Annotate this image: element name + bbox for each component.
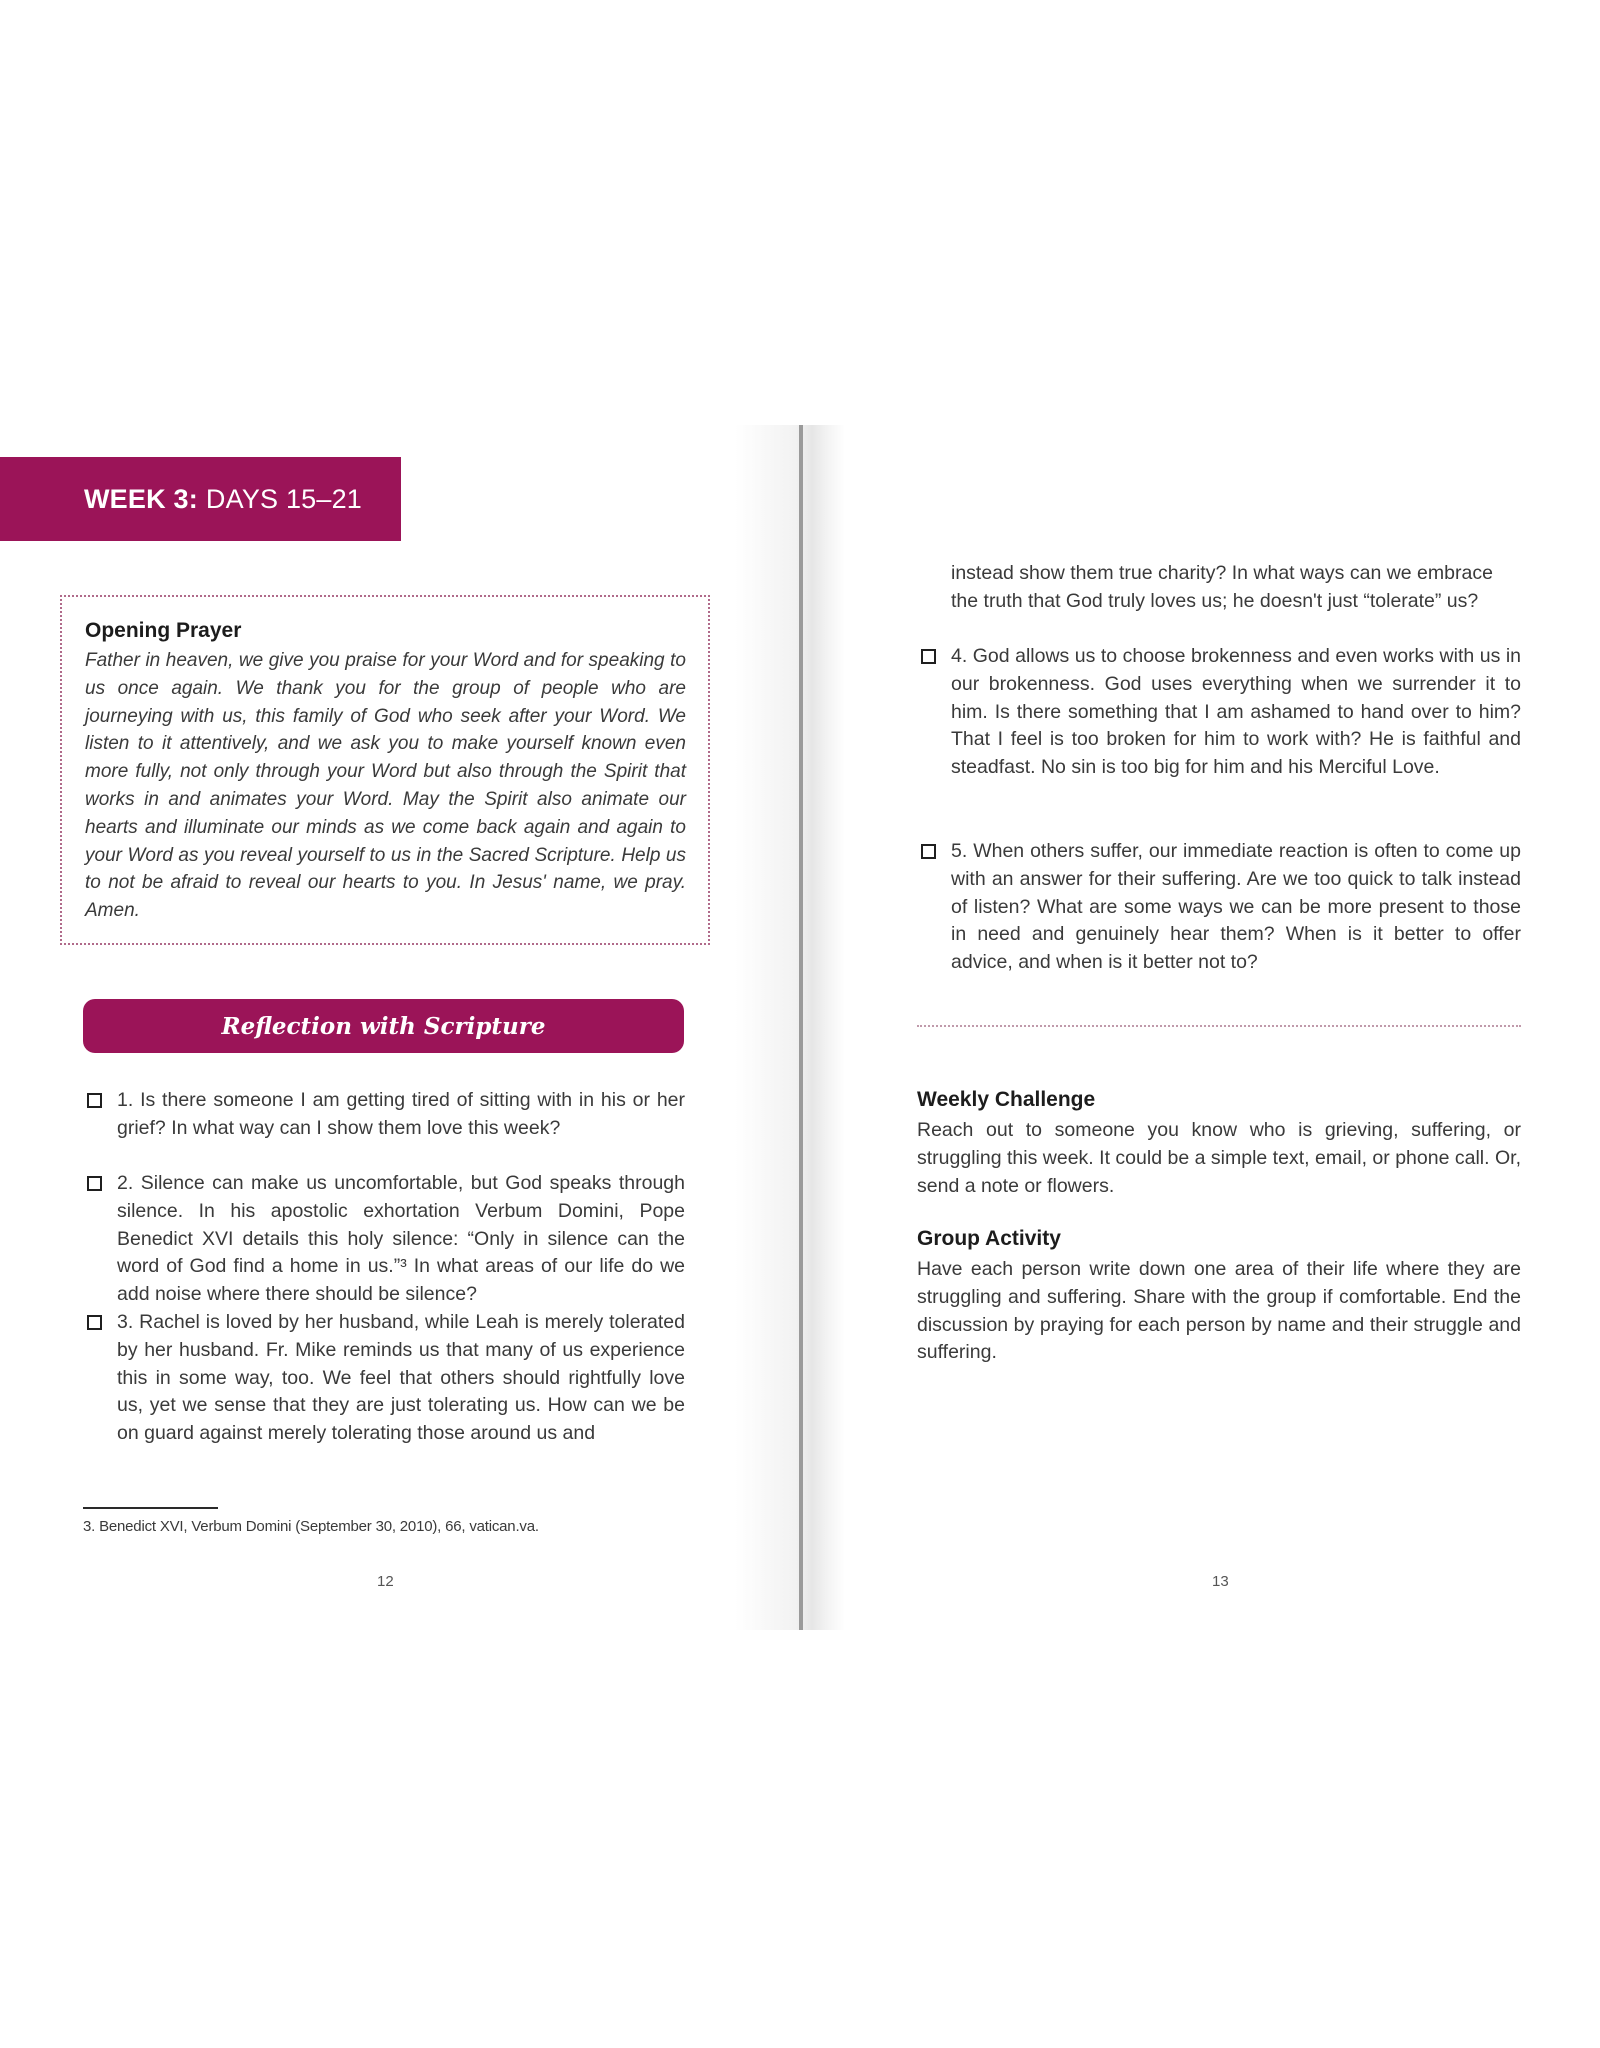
checkbox-icon[interactable] <box>87 1315 102 1330</box>
page-number-left: 12 <box>377 1573 394 1590</box>
checkbox-icon[interactable] <box>87 1093 102 1108</box>
week-banner-days: DAYS 15–21 <box>205 483 363 514</box>
week-banner <box>0 457 401 541</box>
opening-prayer-title: Opening Prayer <box>85 619 242 642</box>
opening-prayer-box <box>60 595 710 945</box>
group-activity-text: Have each person write down one area of their life where they are struggling and suffering. Share with the group if comfortable. End the discussion by praying for each person by name and their struggle and suffering. <box>917 1258 1521 1364</box>
page-gutter <box>735 425 845 1630</box>
question-item <box>921 643 1521 782</box>
footnote-rule <box>83 1507 218 1509</box>
weekly-challenge-title: Weekly Challenge <box>917 1088 1096 1111</box>
footnote: 3. Benedict XVI, Verbum Domini (September 30, 2010), 66, vatican.va. <box>83 1518 539 1535</box>
question-item <box>87 1170 685 1309</box>
gutter-fold-line <box>799 425 803 1630</box>
question-text: 2. Silence can make us uncomfortable, but God speaks through silence. In his apostolic exhortation Verbum Domini, Pope Benedict XVI details this holy silence: “Only in silence can the word of God find a home in us.”³ In what areas of our life do we add noise where there should be silence? <box>117 1172 685 1306</box>
question-text: 3. Rachel is loved by her husband, while Leah is merely tolerated by her husband. Fr. Mike reminds us that many of us experience this in some way, too. We feel that others should rightfully love us, yet we sense that they are just tolerating us. How can we be on guard against merely tolerating those around us and <box>117 1311 685 1445</box>
question-text: 1. Is there someone I am getting tired of sitting with in his or her grief? In what way can I show them love this week? <box>117 1089 685 1139</box>
checkbox-icon[interactable] <box>87 1176 102 1191</box>
section-divider <box>917 1025 1521 1027</box>
opening-prayer-text: Father in heaven, we give you praise for your Word and for speaking to us once again. We thank you for the group of people who are journeying with us, this family of God who seek after your Word. We listen to it attentively, and we ask you to make yourself known even more fully, not only through your Word but also through the Spirit that works in and animates your Word. May the Spirit also animate our hearts and illuminate our minds as we come back again and again to your Word as you reveal yourself to us in the Sacred Scripture. Help us to not be afraid to reveal our hearts to you. In Jesus' name, we pray. Amen. <box>85 650 686 922</box>
week-banner-label: WEEK 3: <box>84 483 198 514</box>
question-item <box>87 1309 685 1448</box>
question-continuation: instead show them true charity? In what ways can we embrace the truth that God truly loves us; he doesn't just “tolerate” us? <box>951 562 1493 612</box>
question-text: 5. When others suffer, our immediate reaction is often to come up with an answer for their suffering. Are we too quick to talk instead of listen? What are some ways we can be more present to those in need and genuinely hear them? When is it better to offer advice, and when is it better not to? <box>951 840 1521 974</box>
group-activity-title: Group Activity <box>917 1227 1061 1250</box>
weekly-challenge-text: Reach out to someone you know who is grieving, suffering, or struggling this week. It could be a simple text, email, or phone call. Or, send a note or flowers. <box>917 1119 1521 1197</box>
question-text: 4. God allows us to choose brokenness and even works with us in our brokenness. God uses everything when we surrender it to him. Is there something that I am ashamed to hand over to him? That I feel is too broken for him to work with? He is faithful and steadfast. No sin is too big for him and his Merciful Love. <box>951 645 1521 779</box>
reflection-heading: Reflection with Scripture <box>83 999 684 1053</box>
page-number-right: 13 <box>1212 1573 1229 1590</box>
book-spread <box>0 425 1600 1630</box>
question-item <box>921 838 1521 977</box>
checkbox-icon[interactable] <box>921 844 936 859</box>
checkbox-icon[interactable] <box>921 649 936 664</box>
question-item <box>87 1087 685 1143</box>
